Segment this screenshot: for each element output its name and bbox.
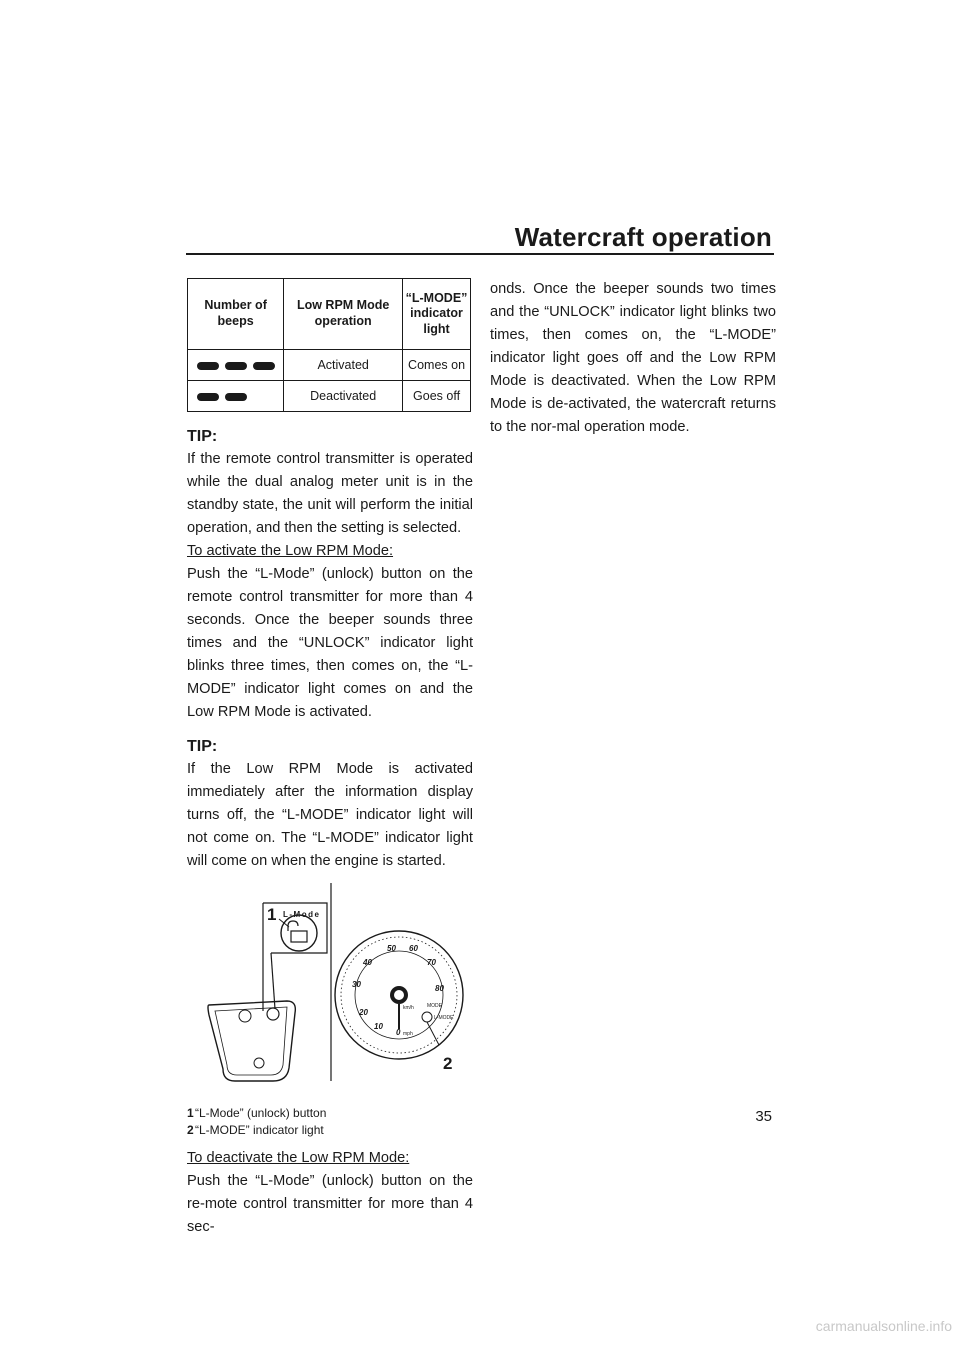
table-cell-indicator: Goes off: [403, 381, 471, 412]
page-number: 35: [755, 1108, 772, 1125]
table-header-beeps: Number of beeps: [188, 279, 284, 350]
table-row: [188, 381, 471, 412]
tip-title: TIP:: [187, 428, 218, 445]
caption-item: 2“L-MODE” indicator light: [187, 1123, 324, 1137]
beep-icon: [225, 393, 247, 401]
table-header-indicator: “L-MODE” indicator light: [403, 279, 471, 350]
gauge-tick: 20: [359, 1008, 368, 1017]
beep-pattern-3: [188, 350, 284, 381]
table-row: [188, 350, 471, 381]
gauge-tick: 10: [374, 1022, 383, 1031]
header-rule: [186, 253, 774, 255]
gauge-unit-kmh: km/h: [403, 1005, 414, 1011]
right-column: [490, 278, 776, 439]
callout-number-2: 2: [443, 1054, 453, 1073]
gauge-lmode-label: L-MODE: [434, 1015, 454, 1021]
page-title: Watercraft operation: [514, 222, 772, 252]
deactivate-text-start: Push the “L-Mode” (unlock) button on the re-mote control transmitter for more than 4 sec-: [187, 1173, 473, 1235]
activate-heading: To activate the Low RPM Mode:: [187, 543, 394, 559]
gauge-tick: 30: [352, 980, 361, 989]
deactivate-heading: To deactivate the Low RPM Mode:: [187, 1150, 410, 1166]
gauge-tick: 60: [409, 944, 418, 953]
callout-number-1: 1: [267, 905, 277, 924]
activate-text: Push the “L-Mode” (unlock) button on the remote control transmitter for more than 4 seconds. Once the beeper sounds three times and the “UNLOCK” indicator light blinks three times, then comes on, the “L-MODE” indicator light comes on and the Low RPM Mode is activated.: [187, 566, 473, 720]
table-cell-operation: Deactivated: [284, 381, 403, 412]
gauge-mode-label: MODE: [427, 1003, 442, 1009]
gauge-tick: 70: [427, 958, 436, 967]
figure-captions: [187, 1105, 473, 1139]
watermark: carmanualsonline.info: [815, 1318, 952, 1334]
table-header-row: [188, 279, 471, 350]
beep-icon: [225, 362, 247, 370]
figure-remote-and-gauge: [187, 883, 473, 1103]
speedometer-gauge: [335, 931, 463, 1059]
beep-icon: [197, 393, 219, 401]
beep-table: [187, 278, 471, 412]
gauge-tick: 50: [387, 944, 396, 953]
beep-icon: [197, 362, 219, 370]
figure-illustration: [187, 883, 473, 1103]
caption-item: 1“L-Mode” (unlock) button: [187, 1106, 327, 1120]
gauge-tick: 40: [363, 958, 372, 967]
gauge-tick: 80: [435, 984, 444, 993]
left-column: [187, 278, 473, 1239]
tip-text: If the remote control transmitter is operated while the dual analog meter unit is in the standby state, the unit will perform the initial operation, and then the setting is selected.: [187, 451, 473, 536]
tip-title: TIP:: [187, 738, 218, 755]
table-cell-indicator: Comes on: [403, 350, 471, 381]
remote-control-icon: [208, 1001, 295, 1081]
table-cell-operation: Activated: [284, 350, 403, 381]
gauge-tick: 0: [396, 1028, 401, 1037]
table-header-operation: Low RPM Mode operation: [284, 279, 403, 350]
beep-icon: [253, 362, 275, 370]
gauge-unit-mph: mph: [403, 1031, 413, 1037]
beep-pattern-2: [188, 381, 284, 412]
deactivate-text-continued: onds. Once the beeper sounds two times and the “UNLOCK” indicator light blinks two times, then comes on, the “L-MODE” indicator light goes off and the Low RPM Mode is deactivated. When the Low RPM Mode is de-activated, the watercraft returns to the nor-mal operation mode.: [490, 281, 776, 435]
tip-text: If the Low RPM Mode is activated immediately after the information display turns off, the “L-MODE” indicator light will not come on. The “L-MODE” indicator light will come on when the engine is started.: [187, 761, 473, 869]
lmode-button-label: L-Mode: [283, 910, 321, 919]
